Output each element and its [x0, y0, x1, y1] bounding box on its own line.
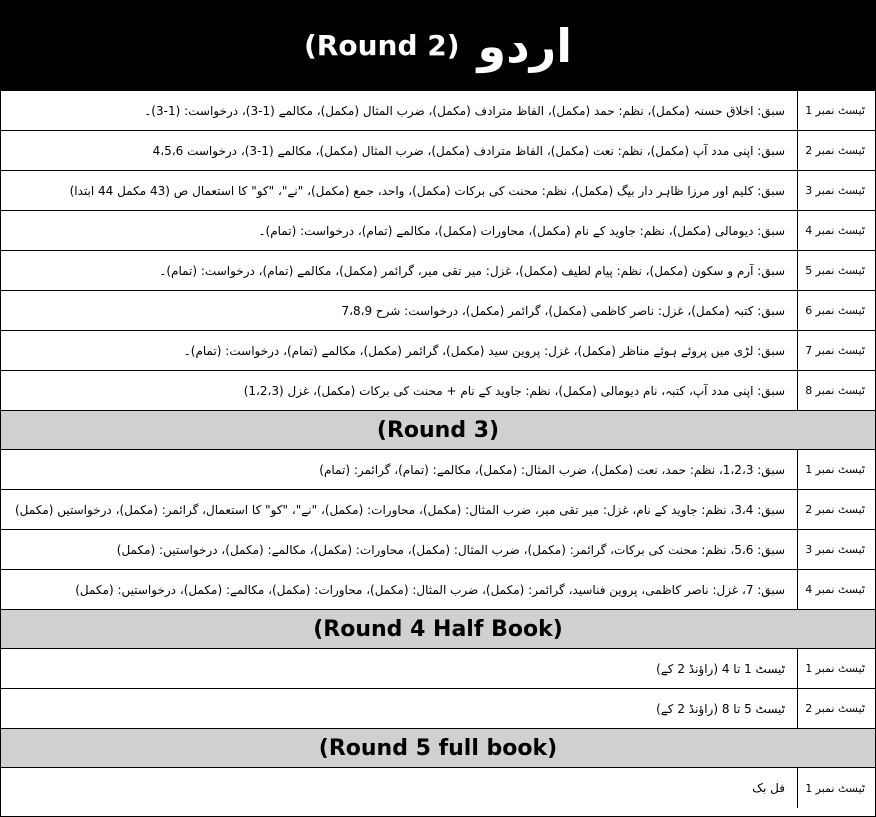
title-urdu: اردو: [477, 18, 572, 73]
round4-heading: (Round 4 Half Book): [1, 610, 875, 649]
test-syllabus: سبق: اپنی مدد آپ، کتبہ، نام دیومالی (مکمل)، نظم: جاوید کے نام + محنت کی برکات (مکمل)، غزل (1،2،3): [243, 383, 785, 398]
test-number: ٹیسٹ نمبر 8: [797, 371, 875, 410]
test-number: ٹیسٹ نمبر 1: [797, 91, 875, 130]
table-row: [1, 490, 875, 530]
table-row: [1, 450, 875, 490]
title-round: (Round 2): [304, 29, 460, 62]
round5-heading: (Round 5 full book): [1, 729, 875, 768]
test-number: ٹیسٹ نمبر 1: [797, 450, 875, 489]
test-syllabus: سبق: کلیم اور مرزا ظاہر دار بیگ (مکمل)، نظم: محنت کی برکات (مکمل)، واحد، جمع (مکمل)، "نے"، "کو" کا استعمال ص (43 مکمل 44 ابتدا): [69, 183, 785, 198]
round2-section: [1, 91, 875, 411]
test-number: ٹیسٹ نمبر 4: [797, 211, 875, 250]
round4-section: [1, 649, 875, 729]
test-syllabus: سبق: اخلاق حسنہ (مکمل)، نظم: حمد (مکمل)، الفاظ مترادف (مکمل)، ضرب المثال (مکمل)، مکالمے (1-3)، درخواست: (1-3)۔: [144, 103, 785, 118]
table-row: [1, 251, 875, 291]
test-number: ٹیسٹ نمبر 2: [797, 131, 875, 170]
test-syllabus: سبق: کتبہ (مکمل)، غزل: ناصر کاظمی (مکمل)، گرائمر (مکمل)، درخواست: شرح 7،8،9: [341, 303, 785, 318]
round3-heading: (Round 3): [1, 411, 875, 450]
table-row: [1, 689, 875, 729]
test-number: ٹیسٹ نمبر 5: [797, 251, 875, 290]
test-syllabus: سبق: دیومالی (مکمل)، نظم: جاوید کے نام (مکمل)، محاورات (مکمل)، مکالمے (تمام)، درخواست: (تمام)۔: [258, 223, 785, 238]
table-row: [1, 530, 875, 570]
test-syllabus: فل بک: [752, 781, 785, 795]
test-syllabus: سبق: 3،4، نظم: جاوید کے نام، غزل: میر تقی میر، ضرب المثال: (مکمل)، محاورات: (مکمل)، "نے"، "کو" کا استعمال، گرائمر: (مکمل)، درخواستیں (مکمل): [14, 502, 785, 517]
test-syllabus: ٹیسٹ 5 تا 8 (راؤنڈ 2 کے): [656, 701, 785, 716]
test-syllabus: سبق: آرم و سکون (مکمل)، نظم: پیام لطیف (مکمل)، غزل: میر تقی میر، گرائمر (مکمل)، مکالمے (تمام)، درخواست: (تمام)۔: [159, 263, 785, 278]
table-row: [1, 131, 875, 171]
test-syllabus: سبق: اپنی مدد آپ (مکمل)، نظم: نعت (مکمل)، الفاظ مترادف (مکمل)، ضرب المثال (مکمل)، مکالمے (1-3)، درخواست 4،5،6: [152, 143, 785, 158]
test-number: ٹیسٹ نمبر 4: [797, 570, 875, 609]
test-number: ٹیسٹ نمبر 2: [797, 689, 875, 728]
title-bar: [1, 1, 875, 91]
table-row: [1, 331, 875, 371]
test-syllabus: سبق: 5،6، نظم: محنت کی برکات، گرائمر: (مکمل)، ضرب المثال: (مکمل)، محاورات: (مکمل)، مکالمے: (مکمل)، درخواستیں: (مکمل): [116, 542, 785, 557]
test-number: ٹیسٹ نمبر 7: [797, 331, 875, 370]
test-number: ٹیسٹ نمبر 3: [797, 530, 875, 569]
test-number: ٹیسٹ نمبر 1: [797, 649, 875, 688]
table-row: [1, 649, 875, 689]
test-syllabus: سبق: 1،2،3، نظم: حمد، نعت (مکمل)، ضرب المثال: (مکمل)، مکالمے: (تمام)، گرائمر: (تمام): [319, 462, 785, 477]
table-row: [1, 211, 875, 251]
test-syllabus: ٹیسٹ 1 تا 4 (راؤنڈ 2 کے): [656, 661, 785, 676]
table-row: [1, 171, 875, 211]
round3-section: [1, 450, 875, 610]
test-number: ٹیسٹ نمبر 6: [797, 291, 875, 330]
table-row: [1, 570, 875, 610]
test-syllabus: سبق: 7، غزل: ناصر کاظمی، پروین فناسید، گرائمر: (مکمل)، ضرب المثال: (مکمل)، محاورات: (مکمل)، مکالمے: (مکمل)، درخواستیں: (مکمل): [75, 582, 785, 597]
table-row: [1, 291, 875, 331]
table-row: [1, 91, 875, 131]
table-row: [1, 768, 875, 808]
test-number: ٹیسٹ نمبر 2: [797, 490, 875, 529]
test-syllabus: سبق: لڑی میں پروئے ہوئے مناظر (مکمل)، غزل: پروین سید (مکمل)، گرائمر (مکمل)، مکالمے (تمام)، درخواست: (تمام)۔: [183, 343, 785, 358]
test-number: ٹیسٹ نمبر 1: [797, 768, 875, 808]
test-number: ٹیسٹ نمبر 3: [797, 171, 875, 210]
table-row: [1, 371, 875, 411]
round5-section: [1, 768, 875, 808]
